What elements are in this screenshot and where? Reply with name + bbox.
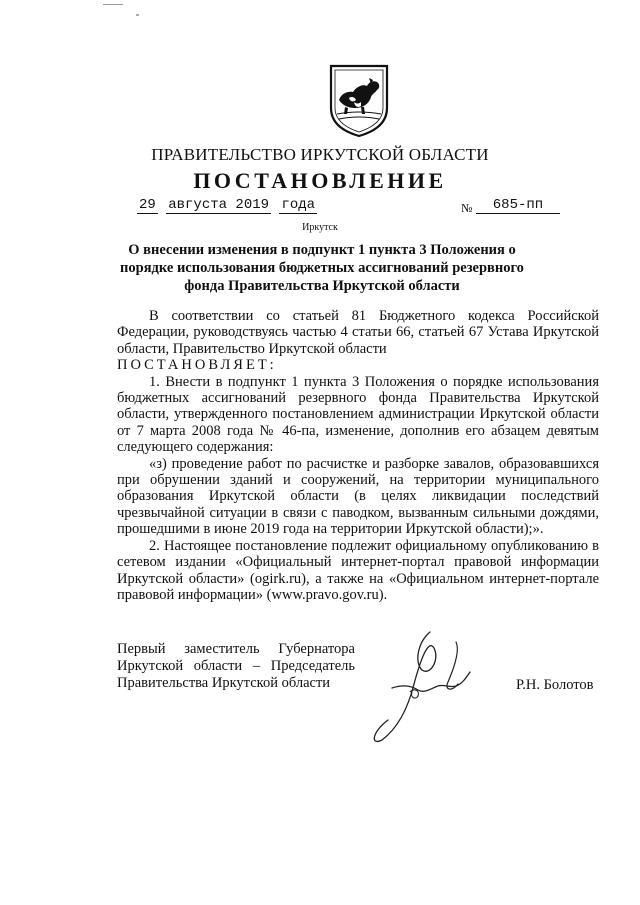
- date-suffix: года: [281, 197, 316, 213]
- irkutsk-coat-of-arms-icon: [325, 64, 393, 138]
- date-month-year: августа 2019: [168, 197, 270, 213]
- document-title: О внесении изменения в подпункт 1 пункта 3 Положения о порядке использования бюджетных ассигнований резервного фонда Правительства Иркутской области: [120, 242, 524, 294]
- date-day: 29: [139, 197, 156, 213]
- document-number: 685-пп: [476, 197, 560, 214]
- document-date: [137, 197, 317, 213]
- city-name: Иркутск: [302, 222, 338, 233]
- handwritten-signature-icon: [352, 628, 482, 748]
- item-2-paragraph: 2. Настоящее постановление подлежит официальному опубликованию в сетевом издании «Официальный интернет-портал правовой информации Иркутской области» (ogirk.ru), а также на «Официальном интернет-портале правовой информации» (www.pravo.gov.ru).: [117, 537, 599, 603]
- signatory-name: Р.Н. Болотов: [516, 677, 594, 693]
- scan-artifact: [136, 14, 139, 16]
- document-body: [117, 308, 599, 603]
- quote-paragraph: «з) проведение работ по расчистке и разборке завалов, образовавшихся при обрушении зданий и сооружений, на территории муниципального образования Иркутской области (в целях ликвидации последствий чрезвычайной ситуации в связи с паводком, вызванным сильными дождями, прошедшими в июне 2019 года на территории Иркутской области);».: [117, 455, 599, 538]
- document-type: ПОСТАНОВЛЕНИЕ: [193, 168, 447, 193]
- preamble-paragraph: В соответствии со статьей 81 Бюджетного кодекса Российской Федерации, руководствуясь частью 4 статьи 66, статьей 67 Устава Иркутской области, Правительство Иркутской области: [117, 308, 599, 357]
- organization-name: ПРАВИТЕЛЬСТВО ИРКУТСКОЙ ОБЛАСТИ: [151, 145, 489, 164]
- decree-word: ПОСТАНОВЛЯЕТ:: [117, 357, 277, 374]
- signatory-line: Правительства Иркутской области: [117, 675, 331, 691]
- scan-artifact: [103, 4, 123, 5]
- signatory-line: Иркутской области – Председатель: [117, 658, 355, 674]
- item-1-paragraph: 1. Внести в подпункт 1 пункта 3 Положения о порядке использования бюджетных ассигнований резервного фонда Правительства Иркутской области, утвержденного постановлением администрации Иркутской области от 7 марта 2008 года № 46-па, изменение, дополнив его абзацем девятым следующего содержания:: [117, 373, 599, 456]
- number-label: №: [461, 201, 473, 215]
- signatory-line: Первый заместитель Губернатора: [117, 641, 355, 657]
- signatory-title: [117, 641, 355, 692]
